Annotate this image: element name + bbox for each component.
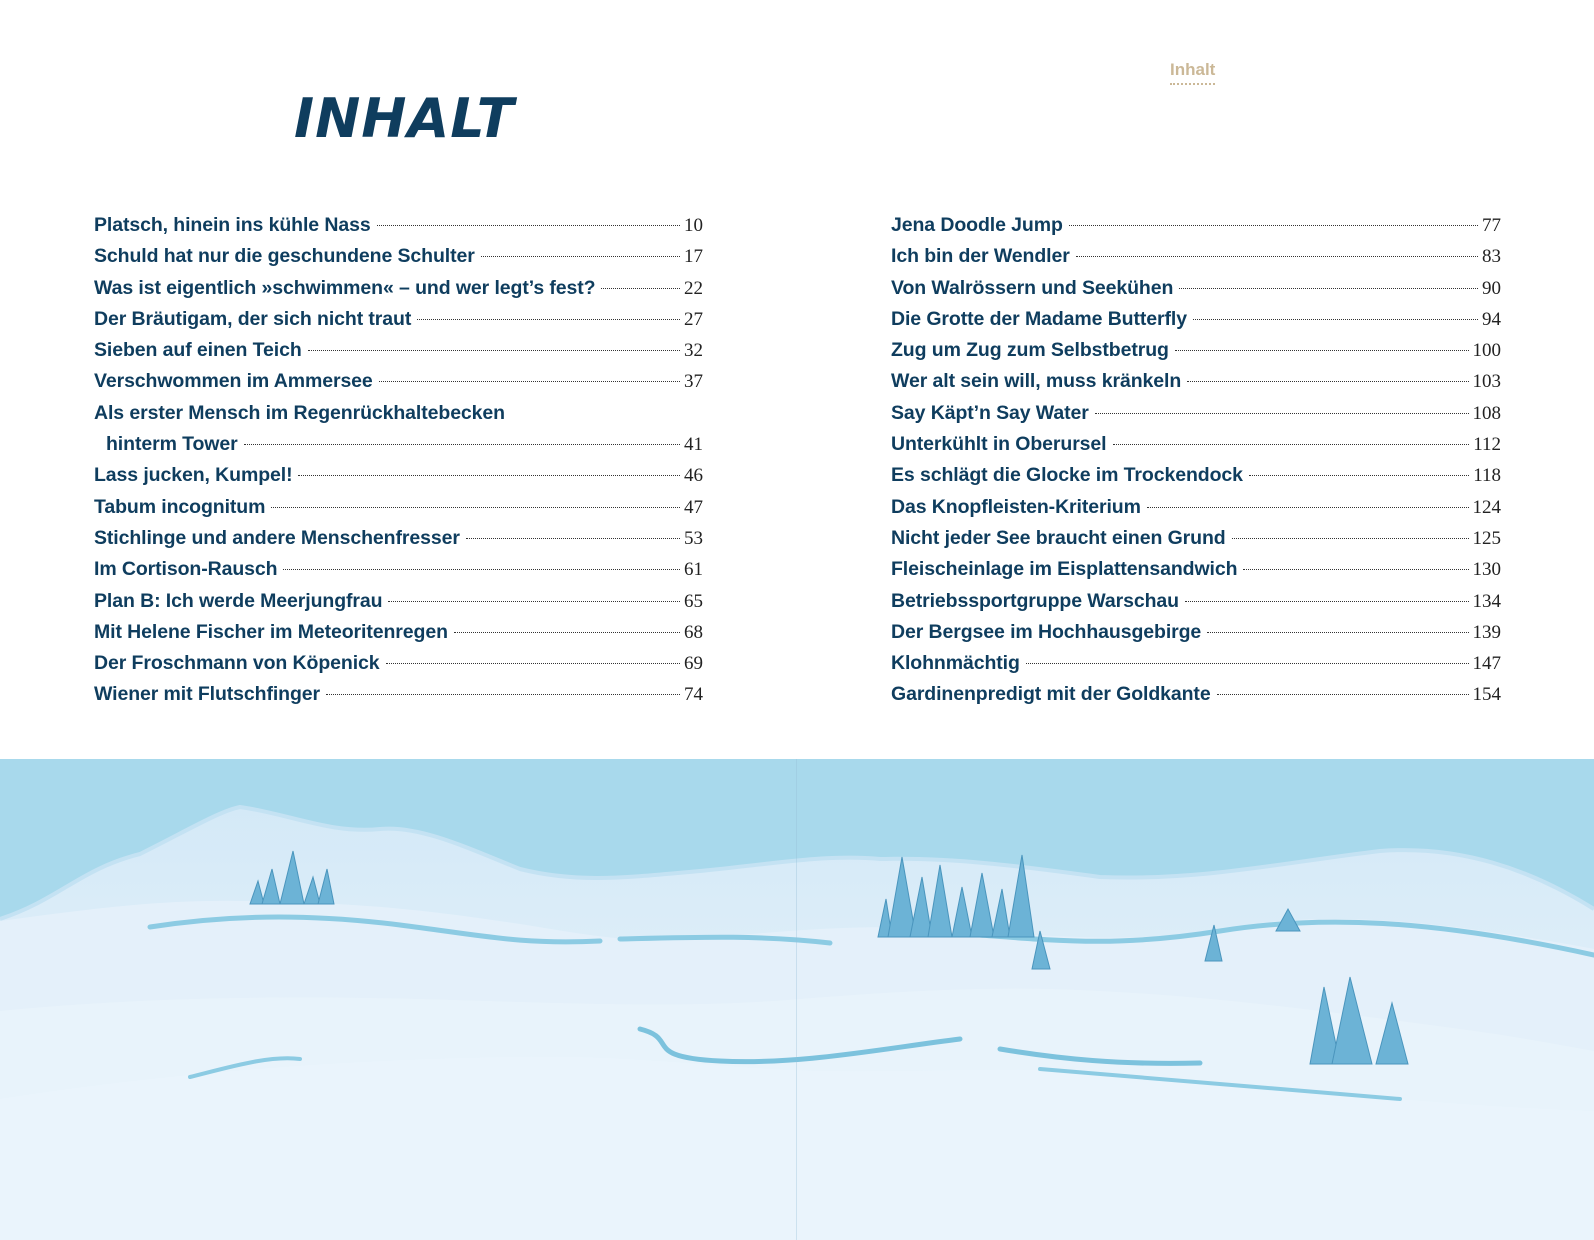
toc-entry-page: 69 (684, 653, 703, 675)
toc-left-column (94, 210, 703, 711)
toc-entry[interactable] (891, 492, 1501, 523)
leader-dots (1113, 444, 1470, 445)
toc-entry-page: 118 (1473, 465, 1501, 487)
toc-entry-title: Es schlägt die Glocke im Trockendock (891, 464, 1243, 487)
toc-entry[interactable] (891, 335, 1501, 366)
toc-entry[interactable] (94, 398, 703, 429)
leader-dots (1187, 381, 1468, 382)
leader-dots (271, 507, 680, 508)
toc-entry-title: Wer alt sein will, muss kränkeln (891, 370, 1182, 393)
toc-entry-title: Nicht jeder See braucht einen Grund (891, 526, 1226, 549)
leader-dots (1179, 288, 1478, 289)
toc-entry[interactable] (94, 460, 703, 491)
toc-entry-title: Sieben auf einen Teich (94, 339, 302, 362)
toc-entry[interactable] (891, 210, 1501, 241)
toc-entry-page: 22 (684, 277, 703, 299)
toc-entry-title: Say Käpt’n Say Water (891, 401, 1089, 424)
leader-dots (379, 381, 680, 382)
toc-entry[interactable] (891, 366, 1501, 397)
leader-dots (1076, 256, 1478, 257)
toc-entry[interactable] (94, 492, 703, 523)
toc-entry[interactable] (94, 273, 703, 304)
toc-entry-title: Mit Helene Fischer im Meteoritenregen (94, 620, 448, 643)
toc-entry-title: Was ist eigentlich »schwimmen« – und wer legt’s fest? (94, 276, 596, 299)
toc-entry-page: 41 (684, 434, 703, 456)
toc-entry[interactable] (891, 398, 1501, 429)
leader-dots (1175, 350, 1469, 351)
toc-entry[interactable] (94, 523, 703, 554)
toc-entry-page: 154 (1472, 684, 1501, 706)
toc-entry[interactable] (891, 460, 1501, 491)
toc-entry[interactable] (891, 617, 1501, 648)
toc-entry[interactable] (94, 335, 703, 366)
toc-entry-page: 100 (1472, 340, 1501, 362)
leader-dots (1217, 694, 1469, 695)
running-head: Inhalt (1170, 60, 1215, 85)
toc-entry-page: 47 (684, 496, 703, 518)
toc-entry[interactable] (891, 554, 1501, 585)
leader-dots (601, 288, 680, 289)
toc-entry-page: 125 (1472, 527, 1501, 549)
toc-entry[interactable] (94, 679, 703, 710)
toc-entry-title: Stichlinge und andere Menschenfresser (94, 526, 460, 549)
snowy-landscape-illustration (0, 759, 1594, 1240)
toc-entry[interactable] (891, 679, 1501, 710)
toc-entry[interactable] (891, 241, 1501, 272)
toc-entry-title: Verschwommen im Ammersee (94, 370, 373, 393)
toc-entry-page: 37 (684, 371, 703, 393)
toc-entry[interactable] (891, 273, 1501, 304)
toc-entry-page: 61 (684, 559, 703, 581)
toc-entry-page: 83 (1482, 246, 1501, 268)
toc-entry-page: 108 (1472, 402, 1501, 424)
leader-dots (386, 663, 680, 664)
toc-entry[interactable] (891, 523, 1501, 554)
toc-entry-title: Schuld hat nur die geschundene Schulter (94, 245, 475, 268)
toc-entry-title: Von Walrössern und Seekühen (891, 276, 1174, 299)
toc-entry[interactable] (891, 648, 1501, 679)
toc-entry-title: Tabum incognitum (94, 495, 266, 518)
toc-entry-title: Plan B: Ich werde Meerjungfrau (94, 589, 383, 612)
toc-entry-page: 124 (1472, 496, 1501, 518)
leader-dots (1095, 413, 1469, 414)
leader-dots (1185, 601, 1469, 602)
toc-entry-page: 46 (684, 465, 703, 487)
toc-entry[interactable] (891, 429, 1501, 460)
leader-dots (481, 256, 680, 257)
toc-entry-page: 112 (1473, 434, 1501, 456)
toc-entry-title: Als erster Mensch im Regenrückhaltebecken (94, 401, 505, 424)
toc-entry-title: Der Bergsee im Hochhausgebirge (891, 620, 1202, 643)
toc-entry-page: 10 (684, 215, 703, 236)
toc-entry-title: Jena Doodle Jump (891, 214, 1063, 236)
toc-entry[interactable] (891, 304, 1501, 335)
leader-dots (308, 350, 680, 351)
leader-dots (244, 444, 680, 445)
leader-dots (283, 569, 680, 570)
toc-entry-title: Die Grotte der Madame Butterfly (891, 307, 1187, 330)
toc-right-column (891, 210, 1501, 711)
leader-dots (298, 475, 680, 476)
toc-entry-title: hinterm Tower (106, 433, 238, 456)
toc-entry-title: Fleischeinlage im Eisplattensandwich (891, 558, 1238, 581)
toc-entry[interactable] (94, 586, 703, 617)
toc-entry-page: 17 (684, 246, 703, 268)
leader-dots (1026, 663, 1469, 664)
toc-entry-title: Wiener mit Flutschfinger (94, 683, 321, 706)
toc-entry-title: Platsch, hinein ins kühle Nass (94, 214, 371, 236)
leader-dots (1232, 538, 1469, 539)
toc-entry-title: Betriebssportgruppe Warschau (891, 589, 1179, 612)
toc-entry-page: 90 (1482, 277, 1501, 299)
toc-entry-title: Lass jucken, Kumpel! (94, 464, 293, 487)
toc-entry[interactable] (891, 586, 1501, 617)
page-gutter (796, 759, 797, 1240)
toc-entry-title: Ich bin der Wendler (891, 245, 1070, 268)
toc-entry-title: Unterkühlt in Oberursel (891, 433, 1107, 456)
toc-entry-page: 27 (684, 308, 703, 330)
leader-dots (1069, 225, 1478, 226)
toc-entry[interactable] (94, 617, 703, 648)
toc-entry-page: 68 (684, 621, 703, 643)
leader-dots (1147, 507, 1469, 508)
toc-entry-title: Der Bräutigam, der sich nicht traut (94, 307, 412, 330)
toc-entry-title: Gardinenpredigt mit der Goldkante (891, 683, 1211, 706)
toc-entry-page: 130 (1472, 559, 1501, 581)
toc-entry-page: 74 (684, 684, 703, 706)
toc-entry-page: 77 (1482, 215, 1501, 236)
toc-entry-title: Das Knopfleisten-Kriterium (891, 495, 1141, 518)
toc-entry[interactable] (94, 241, 703, 272)
leader-dots (377, 225, 680, 226)
leader-dots (454, 632, 680, 633)
leader-dots (1207, 632, 1468, 633)
toc-entry[interactable] (94, 210, 703, 241)
toc-entry-page: 53 (684, 527, 703, 549)
leader-dots (1249, 475, 1469, 476)
leader-dots (1193, 319, 1478, 320)
toc-entry-title: Der Froschmann von Köpenick (94, 652, 380, 675)
toc-entry-page: 32 (684, 340, 703, 362)
page-title: INHALT (294, 87, 515, 150)
toc-entry-page: 134 (1472, 590, 1501, 612)
toc-entry[interactable] (94, 429, 703, 460)
leader-dots (1243, 569, 1468, 570)
leader-dots (326, 694, 680, 695)
leader-dots (388, 601, 680, 602)
toc-entry[interactable] (94, 648, 703, 679)
toc-entry-title: Klohnmächtig (891, 652, 1020, 675)
toc-entry[interactable] (94, 366, 703, 397)
toc-entry[interactable] (94, 304, 703, 335)
toc-entry-page: 147 (1472, 653, 1501, 675)
toc-entry-title: Zug um Zug zum Selbstbetrug (891, 339, 1169, 362)
toc-entry-title: Im Cortison-Rausch (94, 558, 278, 581)
toc-entry-page: 65 (684, 590, 703, 612)
toc-entry[interactable] (94, 554, 703, 585)
toc-entry-page: 94 (1482, 308, 1501, 330)
toc-entry-page: 103 (1472, 371, 1501, 393)
toc-entry-page: 139 (1472, 621, 1501, 643)
leader-dots (466, 538, 680, 539)
leader-dots (417, 319, 680, 320)
